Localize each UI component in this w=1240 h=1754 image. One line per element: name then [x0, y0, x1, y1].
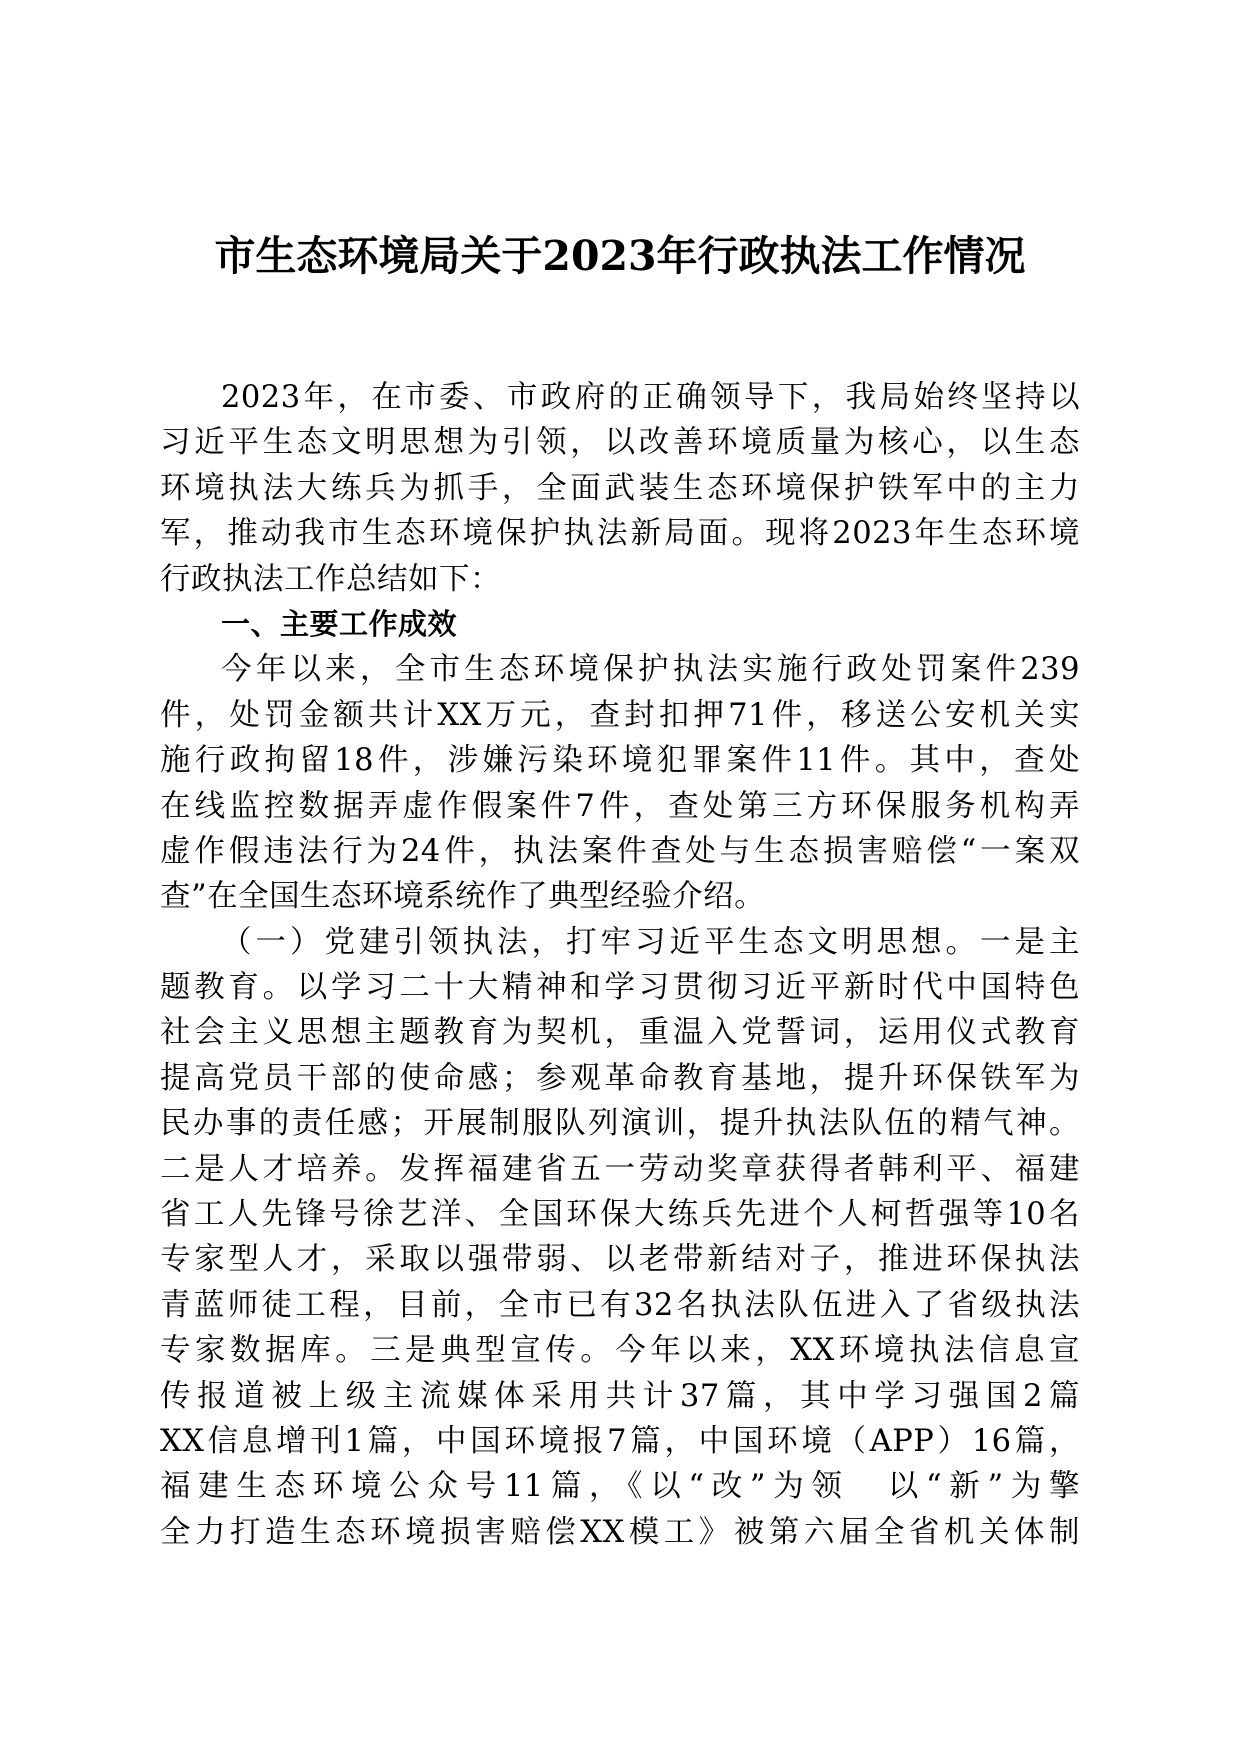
paragraph-line: 二是人才培养。发挥福建省五一劳动奖章获得者韩利平、福建 — [160, 1151, 1080, 1187]
paragraph-line: 全力打造生态环境损害赔偿XX模工》被第六届全省机关体制 — [160, 1514, 1080, 1550]
paragraph-line: 传报道被上级主流媒体采用共计37篇，其中学习强国2篇 — [160, 1378, 1080, 1414]
paragraph-line: 今年以来，全市生态环境保护执法实施行政处罚案件239 — [221, 652, 1080, 688]
paragraph-line: 专家型人才，采取以强带弱、以老带新结对子，推进环保执法 — [160, 1242, 1080, 1278]
paragraph-line: 虚作假违法行为24件，执法案件查处与生态损害赔偿“一案双 — [160, 833, 1080, 869]
paragraph-line: 军，推动我市生态环境保护执法新局面。现将2023年生态环境 — [160, 516, 1080, 552]
paragraph-line: 在线监控数据弄虚作假案件7件，查处第三方环保服务机构弄 — [160, 788, 1080, 824]
paragraph-line: 题教育。以学习二十大精神和学习贯彻习近平新时代中国特色 — [160, 970, 1080, 1006]
paragraph-line: 环境执法大练兵为抓手，全面武装生态环境保护铁军中的主力 — [160, 470, 1080, 506]
paragraph-line: 提高党员干部的使命感；参观革命教育基地，提升环保铁军为 — [160, 1060, 1080, 1096]
paragraph-line: 福建生态环境公众号11篇，《以“改”为领 以“新”为擎 — [160, 1469, 1080, 1505]
document-body — [160, 375, 1080, 1555]
paragraph-line: 习近平生态文明思想为引领，以改善环境质量为核心，以生态 — [160, 425, 1080, 461]
paragraph-line: 青蓝师徒工程，目前，全市已有32名执法队伍进入了省级执法 — [160, 1287, 1080, 1323]
paragraph-line: 专家数据库。三是典型宣传。今年以来，XX环境执法信息宣 — [160, 1333, 1080, 1369]
paragraph-line: 施行政拘留18件，涉嫌污染环境犯罪案件11件。其中，查处 — [160, 743, 1080, 779]
paragraph-line: 行政执法工作总结如下： — [160, 561, 501, 597]
paragraph-line: XX信息增刊1篇，中国环境报7篇，中国环境（APP）16篇， — [160, 1423, 1080, 1459]
document-title: 市生态环境局关于2023年行政执法工作情况 — [214, 232, 1026, 280]
paragraph-line: 2023年，在市委、市政府的正确领导下，我局始终坚持以 — [221, 380, 1080, 415]
paragraph-line: 件，处罚金额共计XX万元，查封扣押71件，移送公安机关实 — [160, 697, 1080, 733]
paragraph-line: 省工人先锋号徐艺洋、全国环保大练兵先进个人柯哲强等10名 — [160, 1197, 1080, 1233]
paragraph-line: 社会主义思想主题教育为契机，重温入党誓词，运用仪式教育 — [160, 1015, 1080, 1051]
paragraph-line: （一）党建引领执法，打牢习近平生态文明思想。一是主 — [221, 924, 1080, 960]
paragraph-line: 查”在全国生态环境系统作了典型经验介绍。 — [160, 879, 766, 915]
paragraph-line: 民办事的责任感；开展制服队列演训，提升执法队伍的精气神。 — [160, 1106, 1080, 1142]
section-heading: 一、主要工作成效 — [221, 606, 458, 641]
